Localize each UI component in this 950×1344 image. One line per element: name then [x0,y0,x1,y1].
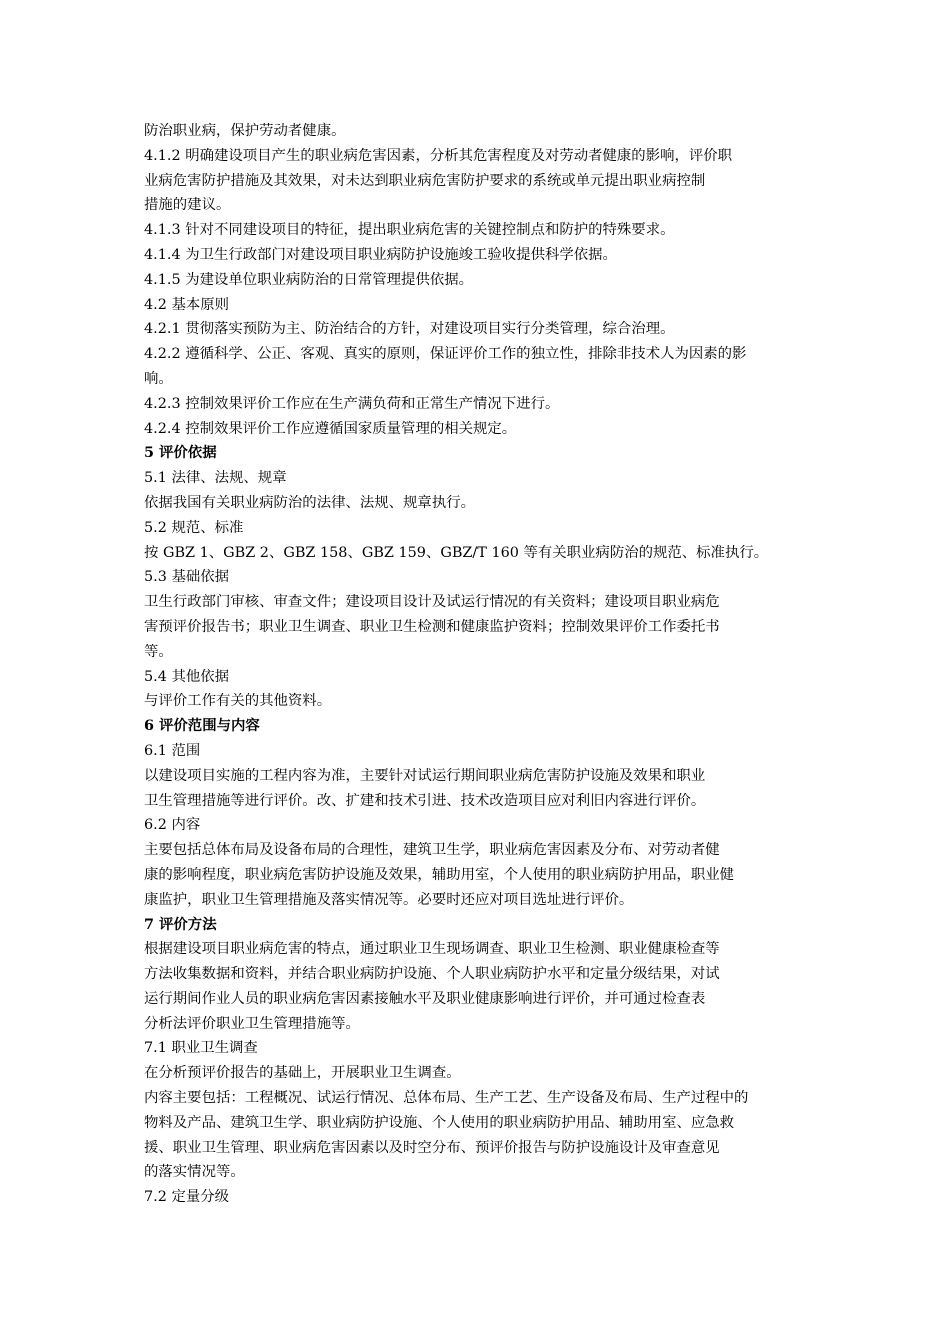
text-line: 防治职业病，保护劳动者健康。 [144,123,346,139]
text-line: 援、职业卫生管理、职业病危害因素以及时空分布、预评价报告与防护设施设计及审查意见 [144,1139,720,1156]
text-line: 与评价工作有关的其他资料。 [144,693,332,710]
text-line: 的落实情况等。 [144,1164,245,1181]
text-line: 卫生行政部门审核、审查文件；建设项目设计及试运行情况的有关资料；建设项目职业病危 [144,594,720,611]
section-heading: 6 评价范围与内容 [144,717,260,735]
text-line: 6.1 范围 [144,742,201,759]
section-heading: 7 评价方法 [144,915,217,933]
text-line: 康的影响程度，职业病危害防护设施及效果，辅助用室，个人使用的职业病防护用品，职业健 [144,866,735,883]
text-line: 在分析预评价报告的基础上，开展职业卫生调查。 [144,1065,461,1082]
text-line: 方法收集数据和资料，并结合职业病防护设施、个人职业病防护水平和定量分级结果，对试 [144,966,720,983]
text-line: 康监护，职业卫生管理措施及落实情况等。必要时还应对项目选址进行评价。 [144,891,634,908]
text-line: 4.2.3 控制效果评价工作应在生产满负荷和正常生产情况下进行。 [144,395,560,412]
text-line: 害预评价报告书；职业卫生调查、职业卫生检测和健康监护资料；控制效果评价工作委托书 [144,618,720,635]
text-line: 6.2 内容 [144,817,201,834]
text-line: 5.2 规范、标准 [144,519,244,536]
text-line: 7.1 职业卫生调查 [144,1040,258,1057]
text-line: 物料及产品、建筑卫生学、职业病防护设施、个人使用的职业病防护用品、辅助用室、应急救 [144,1114,735,1131]
text-line: 卫生管理措施等进行评价。改、扩建和技术引进、技术改造项目应对利旧内容进行评价。 [144,792,706,809]
text-line: 根据建设项目职业病危害的特点，通过职业卫生现场调查、职业卫生检测、职业健康检查等 [144,941,720,958]
text-line: 4.1.2 明确建设项目产生的职业病危害因素，分析其危害程度及对劳动者健康的影响，评价职 [144,147,733,164]
text-line: 运行期间作业人员的职业病危害因素接触水平及职业健康影响进行评价，并可通过检查表 [144,990,706,1007]
text-line: 4.2.2 遵循科学、公正、客观、真实的原则，保证评价工作的独立性，排除非技术人为因素的影 [144,346,747,363]
text-line: 响。 [144,370,173,387]
text-line: 按 GBZ 1、GBZ 2、GBZ 158、GBZ 159、GBZ/T 160 等有关职业病防治的规范、标准执行。 [144,544,769,561]
text-line: 4.1.5 为建设单位职业病防治的日常管理提供依据。 [144,271,474,288]
text-line: 5.4 其他依据 [144,668,230,685]
section-heading: 5 评价依据 [144,444,217,462]
text-line: 业病危害防护措施及其效果，对未达到职业病危害防护要求的系统或单元提出职业病控制 [144,172,706,189]
text-line: 内容主要包括：工程概况、试运行情况、总体布局、生产工艺、生产设备及布局、生产过程中的 [144,1090,749,1107]
text-line: 依据我国有关职业病防治的法律、法规、规章执行。 [144,494,475,511]
text-line: 4.2 基本原则 [144,296,230,313]
text-line: 以建设项目实施的工程内容为准，主要针对试运行期间职业病危害防护设施及效果和职业 [144,767,706,784]
text-line: 5.1 法律、法规、规章 [144,470,287,487]
text-line: 7.2 定量分级 [144,1189,230,1206]
text-line: 分析法评价职业卫生管理措施等。 [144,1015,360,1032]
text-line: 4.2.1 贯彻落实预防为主、防治结合的方针，对建设项目实行分类管理，综合治理。 [144,321,675,338]
text-line: 等。 [144,643,173,660]
text-line: 4.1.3 针对不同建设项目的特征，提出职业病危害的关键控制点和防护的特殊要求。 [144,222,675,239]
text-line: 5.3 基础依据 [144,569,230,586]
document-page [144,119,808,1210]
text-line: 主要包括总体布局及设备布局的合理性，建筑卫生学，职业病危害因素及分布、对劳动者健 [144,842,720,859]
text-line: 4.1.4 为卫生行政部门对建设项目职业病防护设施竣工验收提供科学依据。 [144,246,617,263]
text-line: 措施的建议。 [144,197,231,214]
text-line: 4.2.4 控制效果评价工作应遵循国家质量管理的相关规定。 [144,420,517,437]
